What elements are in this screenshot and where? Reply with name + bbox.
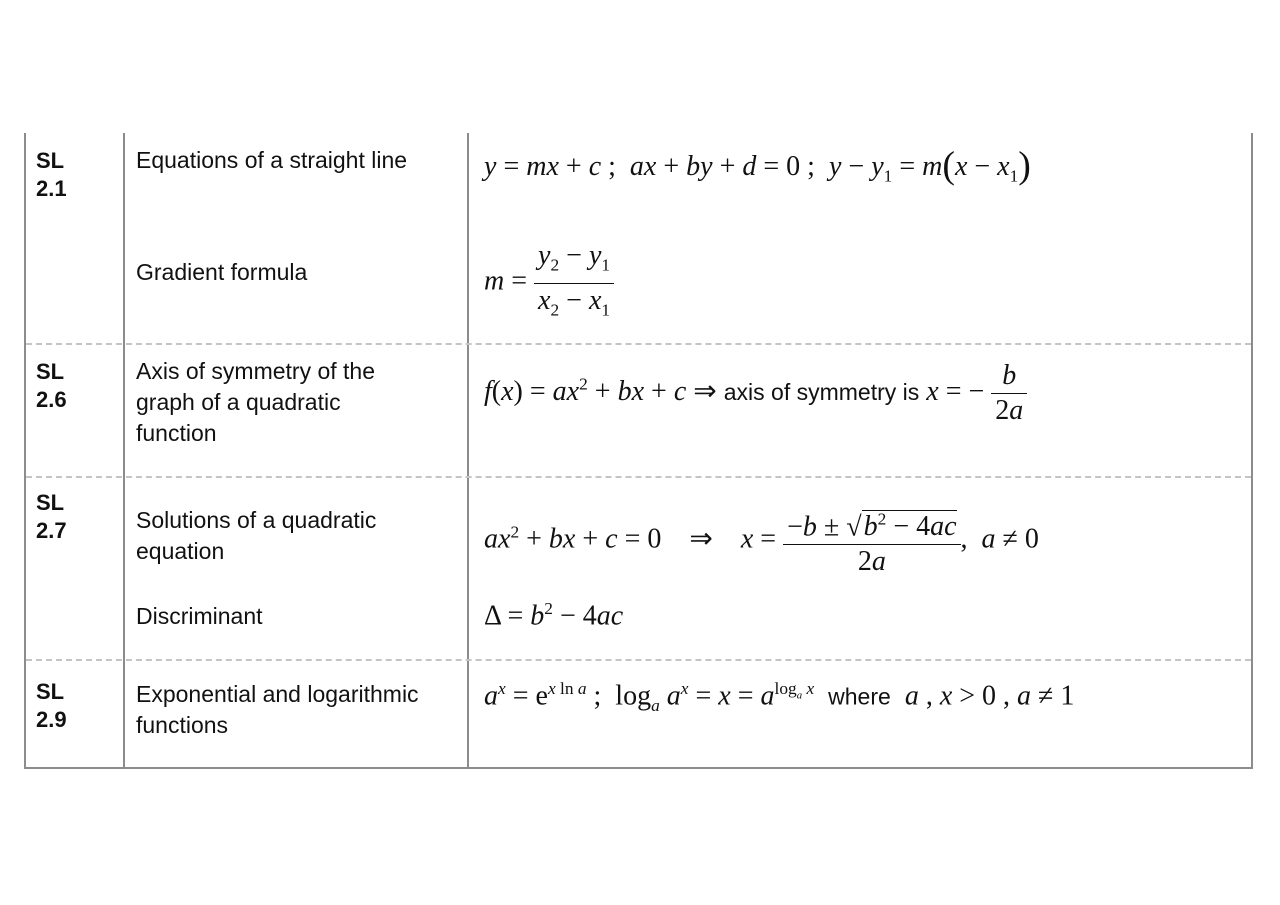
straight-line-formula: y = mx + c ; ax + by + d = 0 ; $y - y_1 = m(x - x_1)$ bbox=[484, 144, 1031, 187]
formula-table bbox=[24, 133, 1253, 769]
row-divider bbox=[26, 476, 1251, 478]
topic-label: Axis of symmetry of the graph of a quadratic function bbox=[136, 358, 376, 446]
section-label: SL 2.7 bbox=[36, 490, 67, 543]
section-label: SL 2.9 bbox=[36, 679, 67, 732]
section-label: SL 2.1 bbox=[36, 148, 67, 201]
where-text: where bbox=[828, 683, 891, 710]
row-divider bbox=[26, 343, 1251, 345]
axis-of-symmetry-formula: $f(x) = ax^2$ + bx + c ⇒ axis of symmetry is x = − $\frac{b}{2a}$ bbox=[484, 359, 1027, 428]
topic-label: Discriminant bbox=[136, 603, 263, 629]
exponential-log-formula: $a^x = e^{x ln a}$ ; $\log_a a^x = x = a^{log_a x}$ where a , x > 0 , a ≠ 1 bbox=[484, 679, 1075, 715]
column-divider bbox=[467, 133, 469, 767]
row-divider bbox=[26, 659, 1251, 661]
section-label: SL 2.6 bbox=[36, 359, 67, 412]
topic-label: Equations of a straight line bbox=[136, 147, 408, 173]
topic-label: Gradient formula bbox=[136, 259, 308, 285]
quadratic-solution-formula: $ax^2$ + bx + c = 0 ⇒ x = $\frac{-b \pm √b^2 - 4ac}{2a}$ , a ≠ 0 bbox=[484, 503, 1039, 579]
column-divider bbox=[123, 133, 125, 767]
gradient-formula: m = $\frac{y_2 - y_1}{x_2 - x_1}$ bbox=[484, 239, 614, 327]
topic-label: Exponential and logarithmic functions bbox=[136, 681, 419, 738]
topic-label: Solutions of a quadratic equation bbox=[136, 507, 377, 564]
axis-of-symmetry-text: axis of symmetry is bbox=[723, 378, 920, 405]
discriminant-formula: $\Delta = b^2 - 4ac$ bbox=[484, 599, 624, 632]
